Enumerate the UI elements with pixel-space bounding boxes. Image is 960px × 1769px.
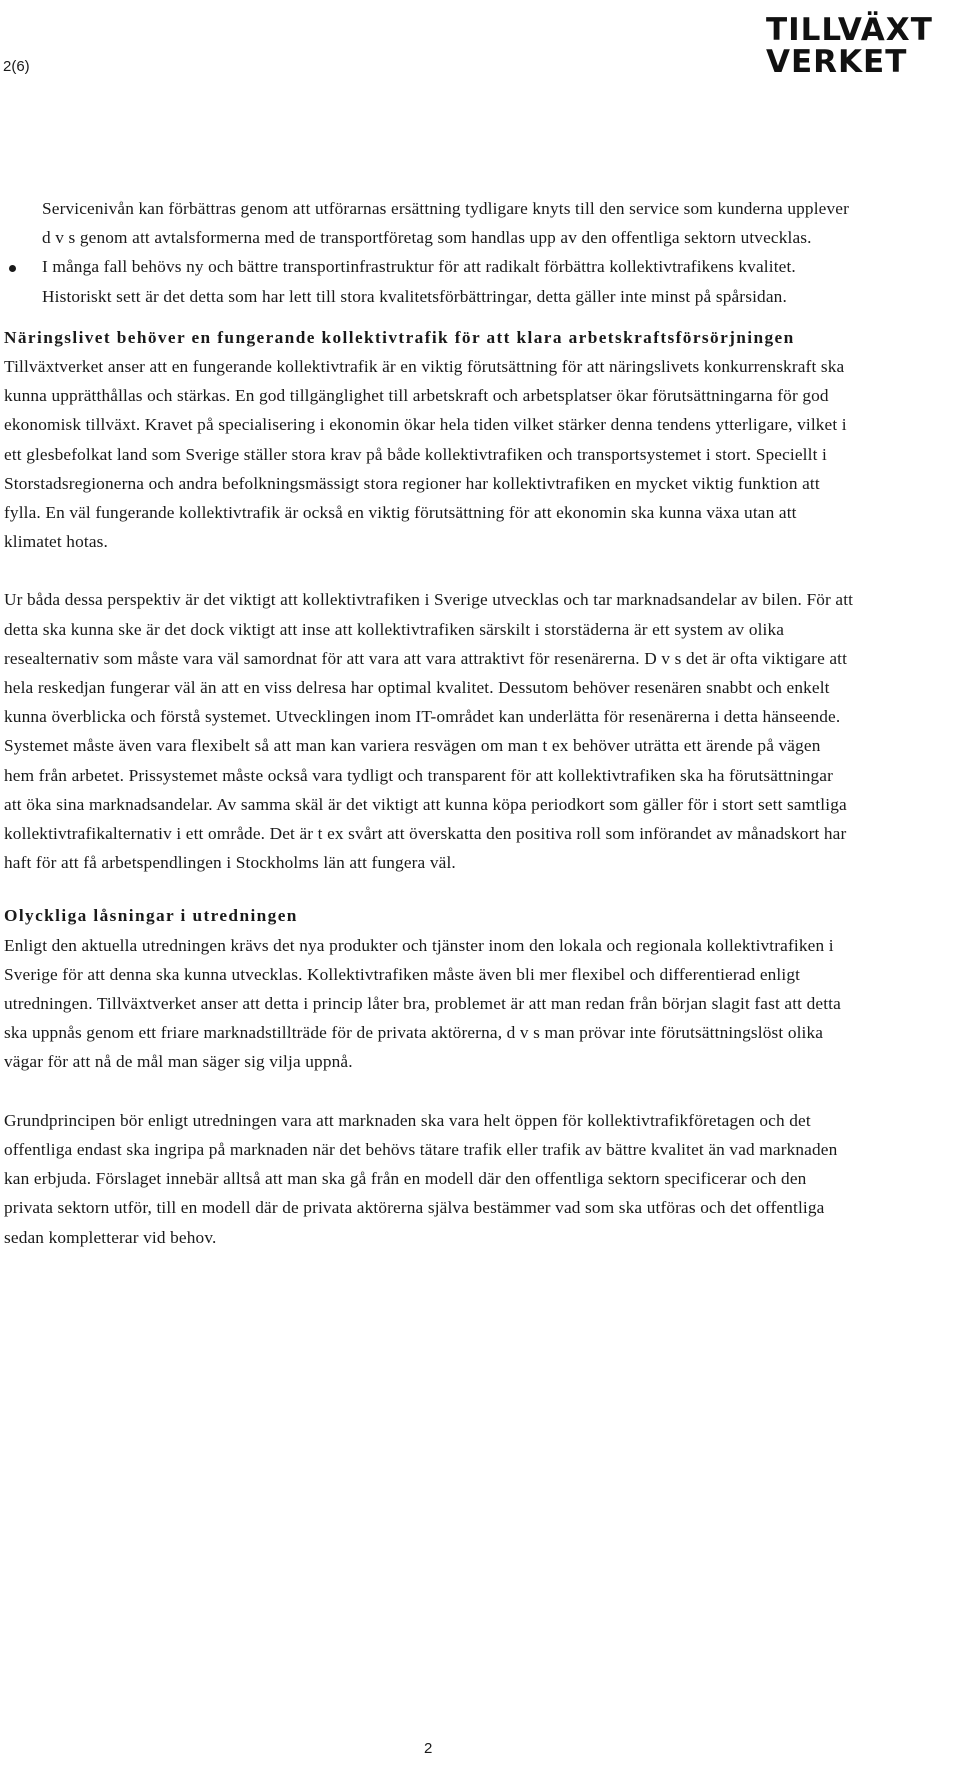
bullet-item [42,252,854,310]
bullet-icon [9,265,16,272]
tillvaxtverket-logo [766,6,956,78]
section-heading-naringslivet: Näringslivet behöver en fungerande kollektivtrafik för att klara arbetskraftsförsörjningen [4,327,795,347]
logo-line1: TILLVÄXT [766,12,933,48]
logo-line2: VERKET [766,44,908,78]
intro-paragraph: Servicenivån kan förbättras genom att utförarnas ersättning tydligare knyts till den service som kunderna upplever d v s genom att avtalsformerna med de transportföretag som handlas upp av den offentliga sektorn utvecklas. [42,199,849,248]
section1-paragraph1: Tillväxtverket anser att en fungerande kollektivtrafik är en viktig förutsättning för att näringslivets konkurrenskraft ska kunna upprätthållas och stärkas. En god tillgänglighet till arbetskraft och arbetsplatser ökar förutsättningarna för god ekonomisk tillväxt. Kravet på specialisering i ekonomin ökar hela tiden vilket stärker denna tendens ytterligare, vilket i ett glesbefolkat land som Sverige ställer stora krav på både kollektivtrafiken och transportsystemet i stort. Speciellt i Storstadsregionerna och andra befolkningsmässigt stora regioner har kollektivtrafiken en mycket viktig funktion att fylla. En väl fungerande kollektivtrafik är också en viktig förutsättning för att ekonomin ska kunna växa utan att klimatet hotas. [4,357,847,552]
page-number-footer: 2 [424,1740,433,1757]
document-body [4,194,854,1252]
section1-paragraph2: Ur båda dessa perspektiv är det viktigt att kollektivtrafiken i Sverige utvecklas och tar marknadsandelar av bilen. För att detta ska kunna ske är det dock viktigt att inse att kollektivtrafiken särskilt i storstäderna är ett system av olika resealternativ som måste vara väl samordnat för att vara att vara attraktivt för resenärerna. D v s det är ofta viktigare att hela reskedjan fungerar väl än att en viss delresa har optimal kvalitet. Dessutom behöver resenären snabbt och enkelt kunna överblicka och förstå systemet. Utvecklingen inom IT-området kan underlätta för resenärerna i detta hänseende. Systemet måste även vara flexibelt så att man kan variera resvägen om man t ex behöver uträtta ett ärende på vägen hem från arbetet. Prissystemet måste också vara tydligt och transparent för att kollektivtrafiken ska ha förutsättningar att öka sina marknadsandelar. Av samma skäl är det viktigt att kunna köpa periodkort som gäller för i stort sett samtliga kollektivtrafikalternativ i ett område. Det är t ex svårt att överskatta den positiva roll som införandet av månadskort har haft för att få arbetspendlingen i Stockholms län att fungera väl. [4,590,854,873]
section-heading-olyckliga: Olyckliga låsningar i utredningen [4,906,298,926]
intro-bullet-list [4,252,854,310]
bullet-text: I många fall behövs ny och bättre transportinfrastruktur för att radikalt förbättra kollektivtrafikens kvalitet. Historiskt sett är det detta som har lett till stora kvalitetsförbättringar, detta gäller inte minst på spårsidan. [42,257,796,306]
section2-paragraph2: Grundprincipen bör enligt utredningen vara att marknaden ska vara helt öppen för kollektivtrafikföretagen och det offentliga endast ska ingripa på marknaden när det behövs tätare trafik eller trafik av bättre kvalitet än vad marknaden kan erbjuda. Förslaget innebär alltså att man ska gå från en modell där den offentliga sektorn specificerar och den privata sektorn utför, till en modell där de privata aktörerna själva bestämmer vad som ska utföras och det offentliga sedan kompletterar vid behov. [4,1110,838,1247]
section2-paragraph1: Enligt den aktuella utredningen krävs det nya produkter och tjänster inom den lokala och regionala kollektivtrafiken i Sverige för att denna ska kunna utvecklas. Kollektivtrafiken måste även bli mer flexibel och differentierad enligt utredningen. Tillväxtverket anser att detta i princip låter bra, problemet är att man redan från början slagit fast att detta ska uppnås genom ett friare marknadstillträde för de privata aktörerna, d v s man prövar inte förutsättningslöst olika vägar för att nå de mål man säger sig vilja uppnå. [4,935,841,1072]
page-number-header: 2(6) [3,58,30,75]
